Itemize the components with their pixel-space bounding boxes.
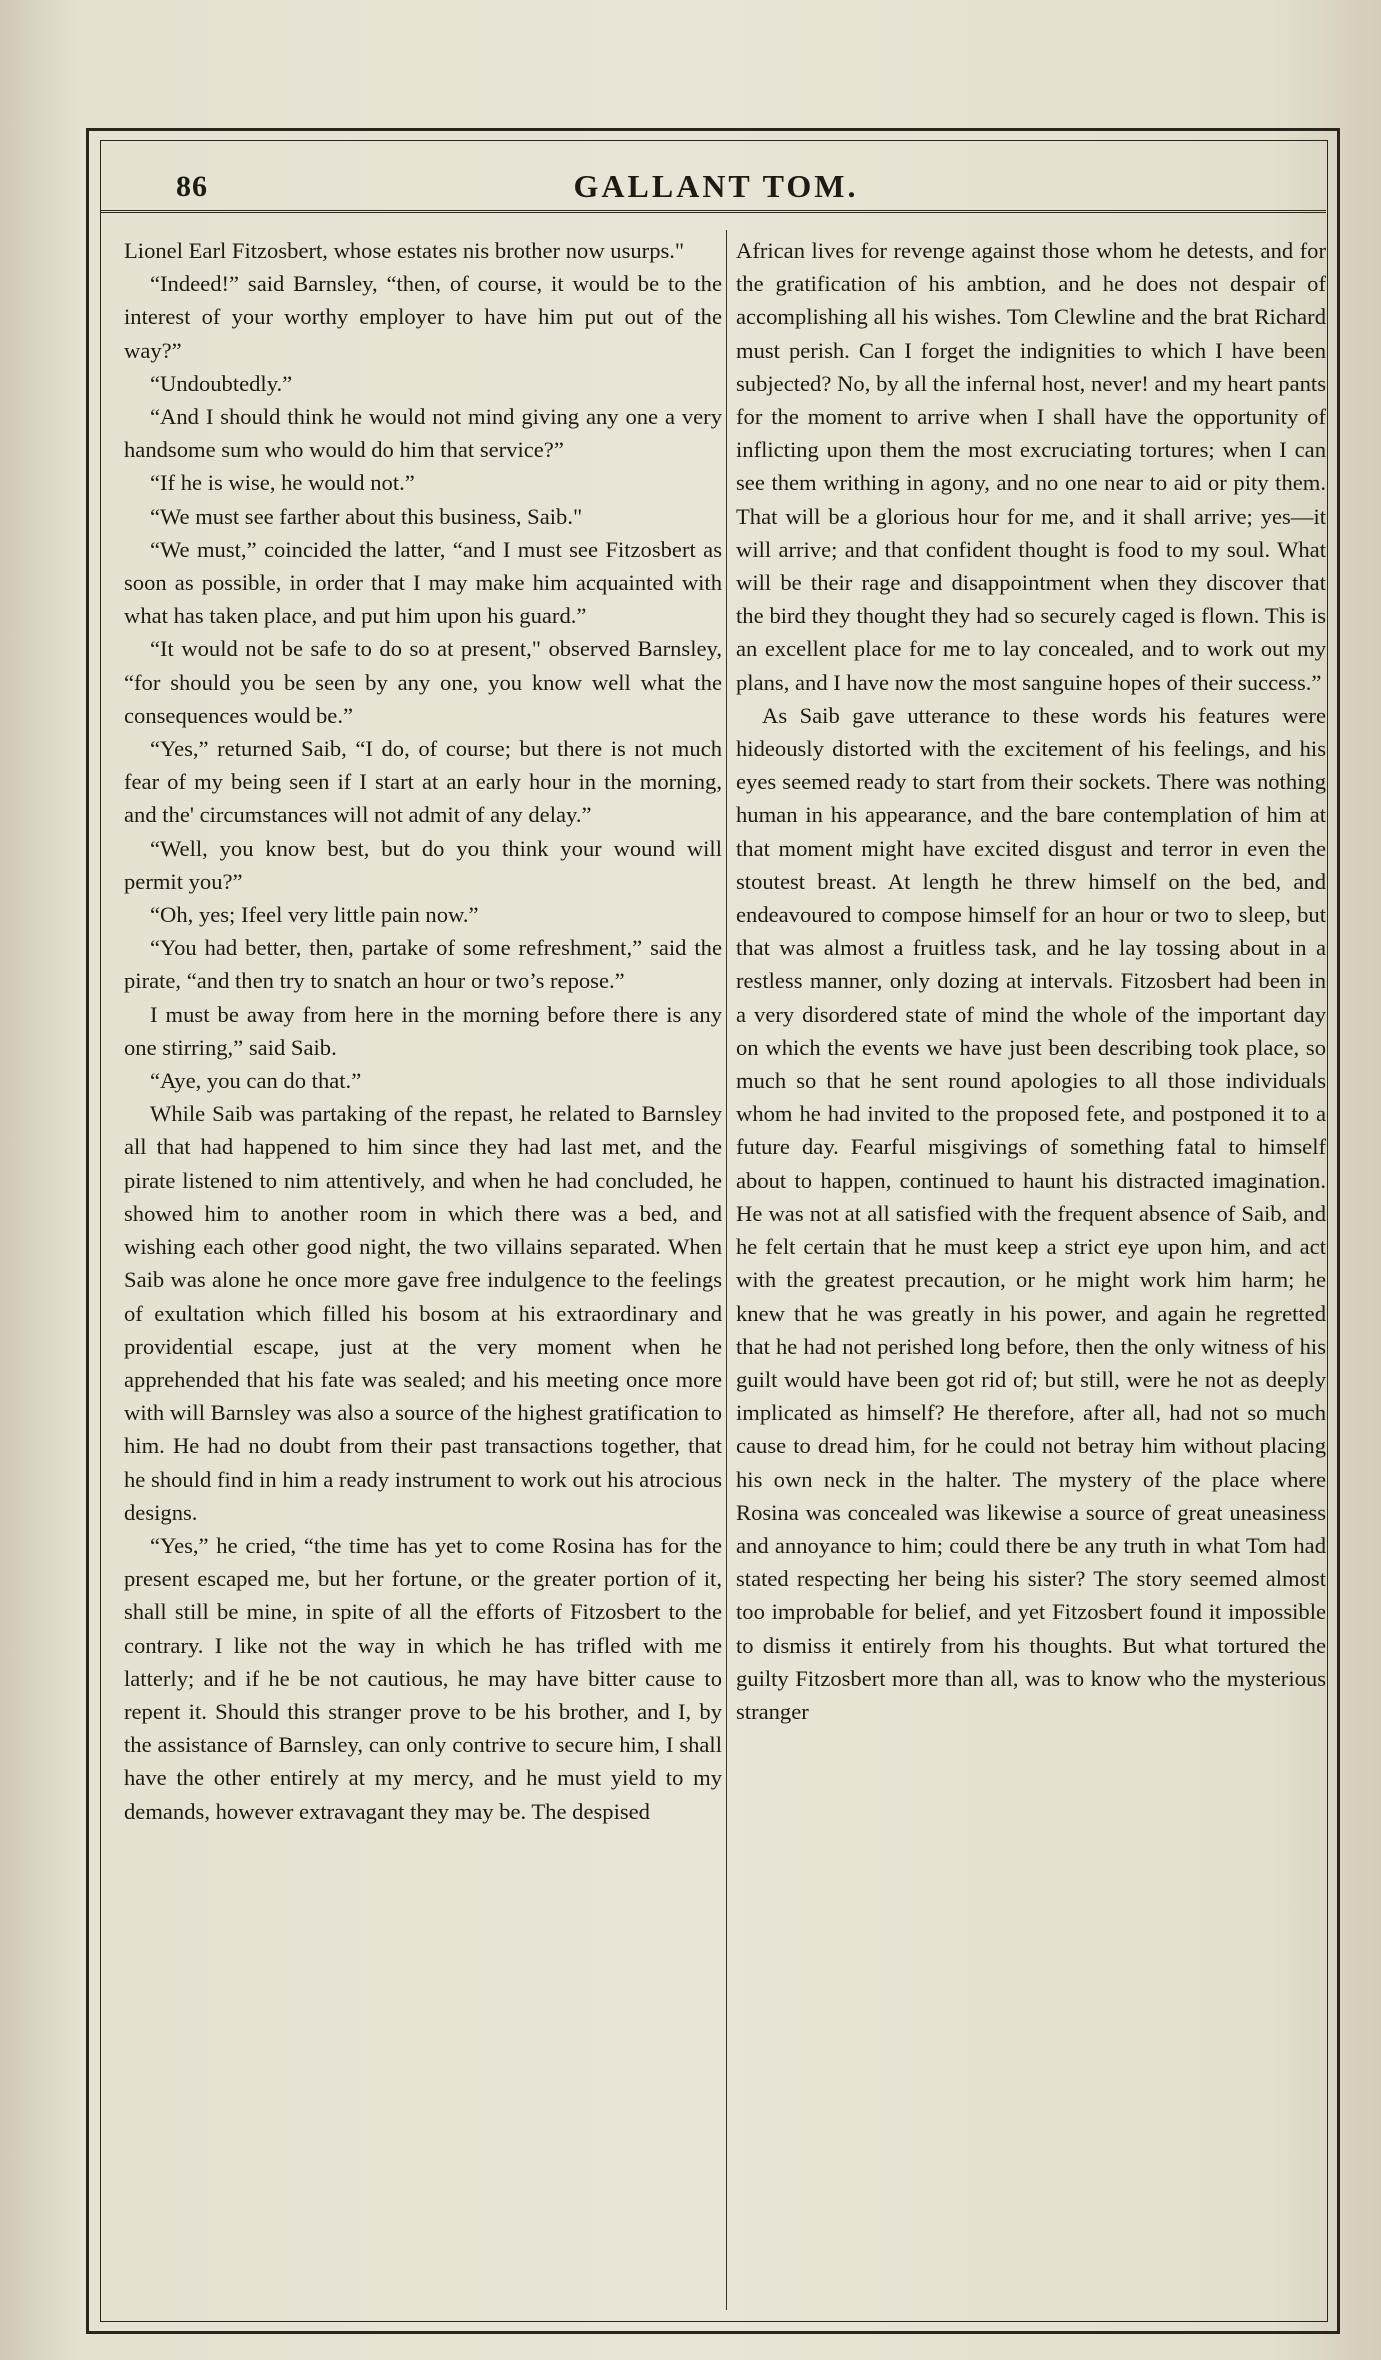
paragraph: African lives for revenge against those whom he detests, and for the gratification of his ambtion, and he does not despair of accomplishing all his wishes. Tom Clewline and the brat Richard must perish. Can I forget the indignities to which I have been subjected? No, by all the infernal host, never! and my heart pants for the moment to arrive when I shall have the opportunity of inflicting upon them the most excruciating tortures; when I can see them writhing in agony, and no one near to aid or pity them. That will be a glorious hour for me, and it shall arrive; yes—it will arrive; and that confident thought is food to my soul. What will be their rage and disappointment when they discover that the bird they thought they had so securely caged is flown. This is an excellent place for me to lay concealed, and to work out my plans, and I have now the most sanguine hopes of their success.” xyxy=(736,238,1326,695)
paragraph: “Aye, you can do that.” xyxy=(150,1068,362,1094)
paragraph: While Saib was partaking of the repast, he related to Barnsley all that had happened to him since they had last met, and the pirate listened to nim attentively, and when he had concluded, he showed him to another room in which there was a bed, and wishing each other good night, the two villains separated. When Saib was alone he once more gave free indulgence to the feelings of exultation which filled his bosom at his extraordinary and providential escape, just at the very moment when he apprehended that his fate was sealed; and his meeting once more with will Barnsley was also a source of the highest gratification to him. He had no doubt from their past transactions together, that he should find in him a ready instrument to work out his atrocious designs. xyxy=(124,1101,722,1525)
paragraph: “Yes,” returned Saib, “I do, of course; but there is not much fear of my being seen if I start at an early hour in the morning, and the' circumstances will not admit of any delay.” xyxy=(124,736,722,828)
paragraph: “It would not be safe to do so at present," observed Barnsley, “for should you be seen by any one, you know well what the consequences would be.” xyxy=(124,636,722,728)
paragraph: “Indeed!” said Barnsley, “then, of course, it would be to the interest of your worthy employer to have him put out of the way?” xyxy=(124,271,722,363)
running-title: GALLANT TOM. xyxy=(573,168,859,204)
paragraph: “You had better, then, partake of some refreshment,” said the pirate, “and then try to snatch an hour or two’s repose.” xyxy=(124,935,722,994)
column-divider xyxy=(726,230,727,2310)
paragraph: “Undoubtedly.” xyxy=(150,370,293,396)
page-number: 86 xyxy=(176,170,208,203)
paragraph: “And I should think he would not mind giving any one a very handsome sum who would do him that service?” xyxy=(124,404,722,463)
header-rule xyxy=(100,210,1326,213)
paragraph: “We must,” coincided the latter, “and I must see Fitzosbert as soon as possible, in order that I may make him acquainted with what has taken place, and put him upon his guard.” xyxy=(124,536,722,629)
paragraph: “Yes,” he cried, “the time has yet to come Rosina has for the present escaped me, but her fortune, or the greater portion of it, shall still be mine, in spite of all the efforts of Fitzosbert to the contrary. I like not the way in which he has trifled with me latterly; and if he be not cautious, he may have bitter cause to repent it. Should this stranger prove to be his brother, and I, by the assistance of Barnsley, can only contrive to secure him, I shall have the other entirely at my mercy, and he must yield to my demands, however extravagant they may be. The despised xyxy=(124,1532,722,1824)
paragraph: As Saib gave utterance to these words his features were hideously distorted with the excitement of his feelings, and his eyes seemed ready to start from their sockets. There was nothing human in his appearance, and the bare contemplation of him at that moment might have excited disgust and terror in even the stoutest breast. At length he threw himself on the bed, and endeavoured to compose himself for an hour or two to sleep, but that was almost a fruitless task, and he lay tossing about in a restless manner, only dozing at intervals. Fitzosbert had been in a very disordered state of mind the whole of the important day on which the events we have just been describing took place, so much so that he sent round apologies to all those individuals whom he had invited to the proposed fete, and postponed it to a future day. Fearful misgivings of something fatal to himself about to happen, continued to haunt his distracted imagination. He was not at all satisfied with the frequent absence of Saib, and he felt certain that he must keep a strict eye upon him, and act with the greatest precaution, or he might work him harm; he knew that he was greatly in his power, and again he regretted that he had not perished long before, then the only witness of his guilt would have been got rid of; but still, were he not as deeply implicated as himself? He therefore, after all, had not so much cause to dread him, for he could not betray him without placing his own neck in the halter. The mystery of the place where Rosina was concealed was likewise a source of great uneasiness and annoyance to him; could there be any truth in what Tom had stated respecting her being his sister? The story seemed almost too improbable for belief, and yet Fitzosbert found it impossible to dismiss it entirely from his thoughts. But what tortured the guilty Fitzosbert more than all, was to know who the mysterious stranger xyxy=(736,702,1326,1724)
left-column xyxy=(124,234,722,1828)
paragraph: “We must see farther about this business, Saib." xyxy=(150,503,583,529)
paragraph: “Well, you know best, but do you think your wound will permit you?” xyxy=(124,835,722,894)
paragraph: “Oh, yes; Ifeel very little pain now.” xyxy=(150,902,479,928)
right-column xyxy=(736,234,1326,1728)
page-header xyxy=(106,160,1326,212)
paragraph: I must be away from here in the morning before there is any one stirring,” said Saib. xyxy=(124,1001,722,1060)
paragraph: “If he is wise, he would not.” xyxy=(150,470,415,496)
paragraph: Lionel Earl Fitzosbert, whose estates nis brother now usurps." xyxy=(124,238,685,263)
